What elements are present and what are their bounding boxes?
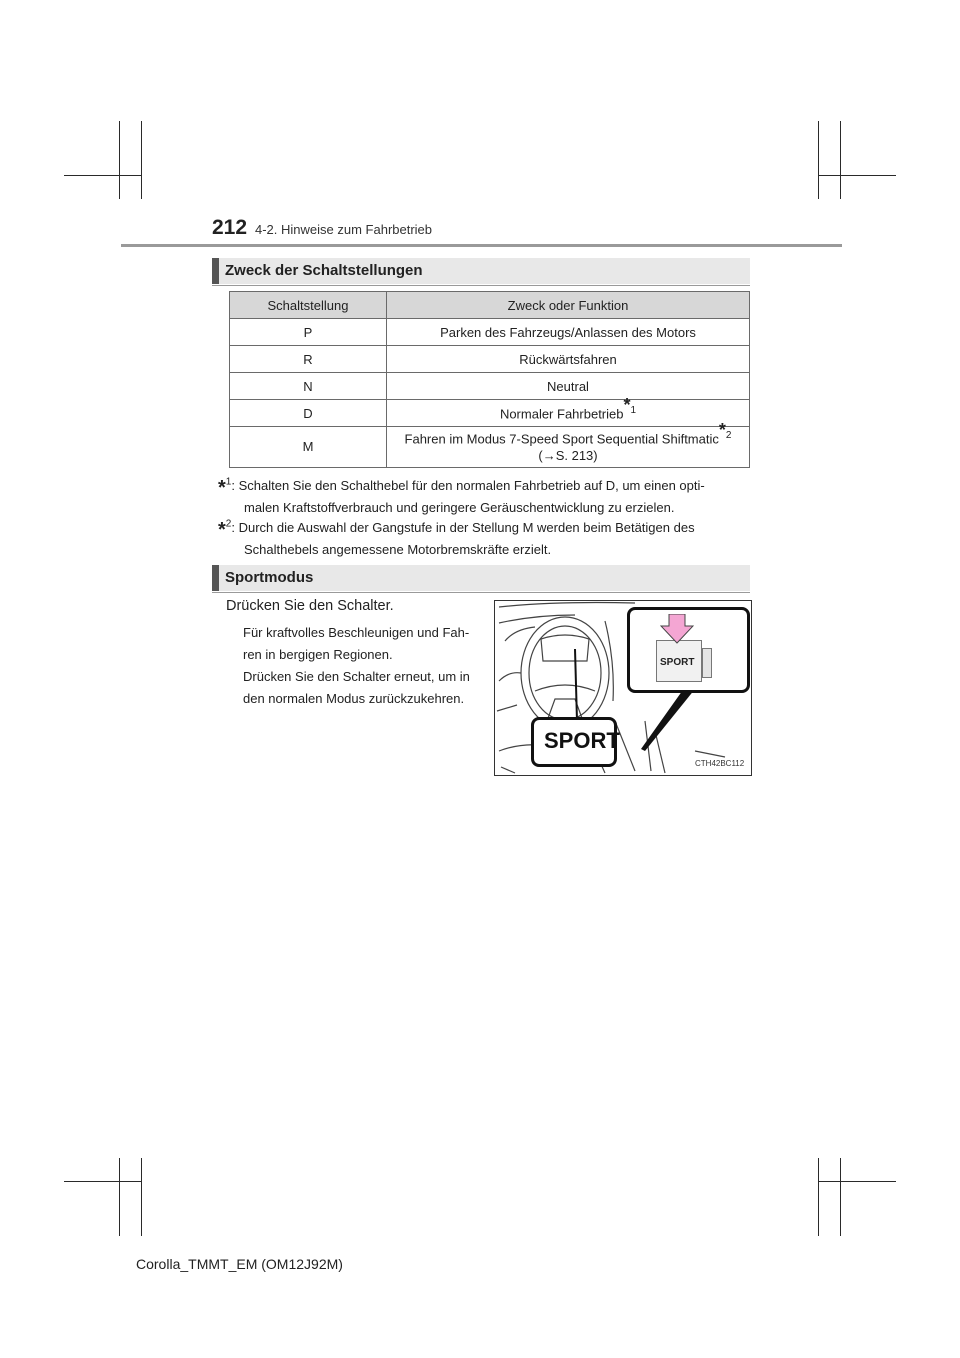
crop-mark — [119, 1158, 120, 1236]
footnote-ref: *2 — [718, 420, 732, 442]
heading-bar — [212, 258, 219, 284]
cell-position: N — [230, 373, 387, 400]
crop-mark — [64, 175, 142, 176]
footnote-star: * — [218, 519, 226, 541]
table-row — [230, 319, 750, 346]
crop-mark — [840, 1158, 841, 1236]
press-arrow-icon — [660, 614, 694, 644]
shift-position-table — [229, 291, 750, 468]
cell-purpose — [387, 394, 750, 427]
crop-mark — [818, 1158, 819, 1236]
crop-mark — [840, 121, 841, 199]
sport-button-closeup — [656, 640, 702, 682]
table-row — [230, 346, 750, 373]
footnote-text: : Schalten Sie den Schalthebel für den normalen Fahrbetrieb auf D, um einen opti- — [231, 478, 705, 493]
switch-housing — [702, 648, 712, 678]
table-row — [230, 427, 750, 468]
cell-purpose — [387, 420, 750, 468]
column-header: Zweck oder Funktion — [387, 292, 750, 319]
crop-mark — [818, 175, 896, 176]
sport-switch-illustration — [494, 600, 752, 776]
crop-mark — [119, 121, 120, 199]
instruction-step: Drücken Sie den Schalter. — [226, 598, 394, 614]
cell-purpose: Parken des Fahrzeugs/Anlassen des Motors — [387, 319, 750, 346]
cell-purpose: Rückwärtsfahren — [387, 346, 750, 373]
description-line: ren in bergigen Regionen. — [243, 647, 393, 662]
footnote-ref: *1 — [623, 394, 637, 416]
footnote — [218, 476, 744, 517]
sport-indicator-callout — [531, 717, 620, 767]
section-title: Zweck der Schaltstellungen — [225, 262, 423, 279]
description-line: Drücken Sie den Schalter erneut, um in — [243, 669, 470, 684]
description-line: den normalen Modus zurückzukehren. — [243, 691, 465, 706]
footnote-marker: 2 — [225, 518, 232, 530]
section-heading-sport-mode — [212, 565, 750, 591]
cell-purpose: Neutral — [387, 373, 750, 400]
crop-mark — [141, 121, 142, 199]
crop-mark — [64, 1181, 142, 1182]
heading-bar — [212, 565, 219, 591]
footnote-text: Schalthebels angemessene Motorbremskräfte erzielt. — [244, 542, 552, 557]
table-row — [230, 373, 750, 400]
description-line: Für kraftvolles Beschleunigen und Fah- — [243, 625, 470, 640]
illustration-code: CTH42BC112 — [695, 759, 745, 768]
footnote — [218, 518, 744, 559]
footnote-text: : Durch die Auswahl der Gangstufe in der Stellung M werden beim Betätigen des — [231, 520, 695, 535]
document-id: Corolla_TMMT_EM (OM12J92M) — [136, 1256, 343, 1272]
zoom-callout — [627, 607, 750, 693]
table-header-row — [230, 292, 750, 319]
cell-position: M — [230, 427, 387, 468]
footnote-marker: 1 — [225, 476, 232, 488]
page-number: 212 — [212, 216, 248, 239]
crop-mark — [141, 1158, 142, 1236]
page-reference-link[interactable]: (→S. 213) — [538, 447, 598, 463]
table-row — [230, 400, 750, 427]
heading-underline — [212, 592, 750, 593]
section-heading-shift-positions — [212, 258, 750, 284]
crop-mark — [818, 1181, 896, 1182]
heading-underline — [212, 285, 750, 286]
sport-button-label: SPORT — [660, 657, 695, 668]
cell-position: R — [230, 346, 387, 373]
cell-position: P — [230, 319, 387, 346]
sport-indicator-label: SPORT — [544, 728, 620, 753]
section-path: 4-2. Hinweise zum Fahrbetrieb — [255, 222, 433, 237]
footnote-star: * — [218, 477, 226, 499]
column-header: Schaltstellung — [230, 292, 387, 319]
purpose-text: Fahren im Modus 7-Speed Sport Sequential Shiftmatic — [404, 431, 719, 447]
purpose-text: Normaler Fahrbetrieb — [499, 406, 624, 422]
cell-position: D — [230, 400, 387, 427]
crop-mark — [818, 121, 819, 199]
header-rule — [121, 244, 842, 247]
footnote-text: malen Kraftstoffverbrauch und geringere Geräuschentwicklung zu erzielen. — [244, 500, 675, 515]
section-title: Sportmodus — [225, 569, 314, 586]
